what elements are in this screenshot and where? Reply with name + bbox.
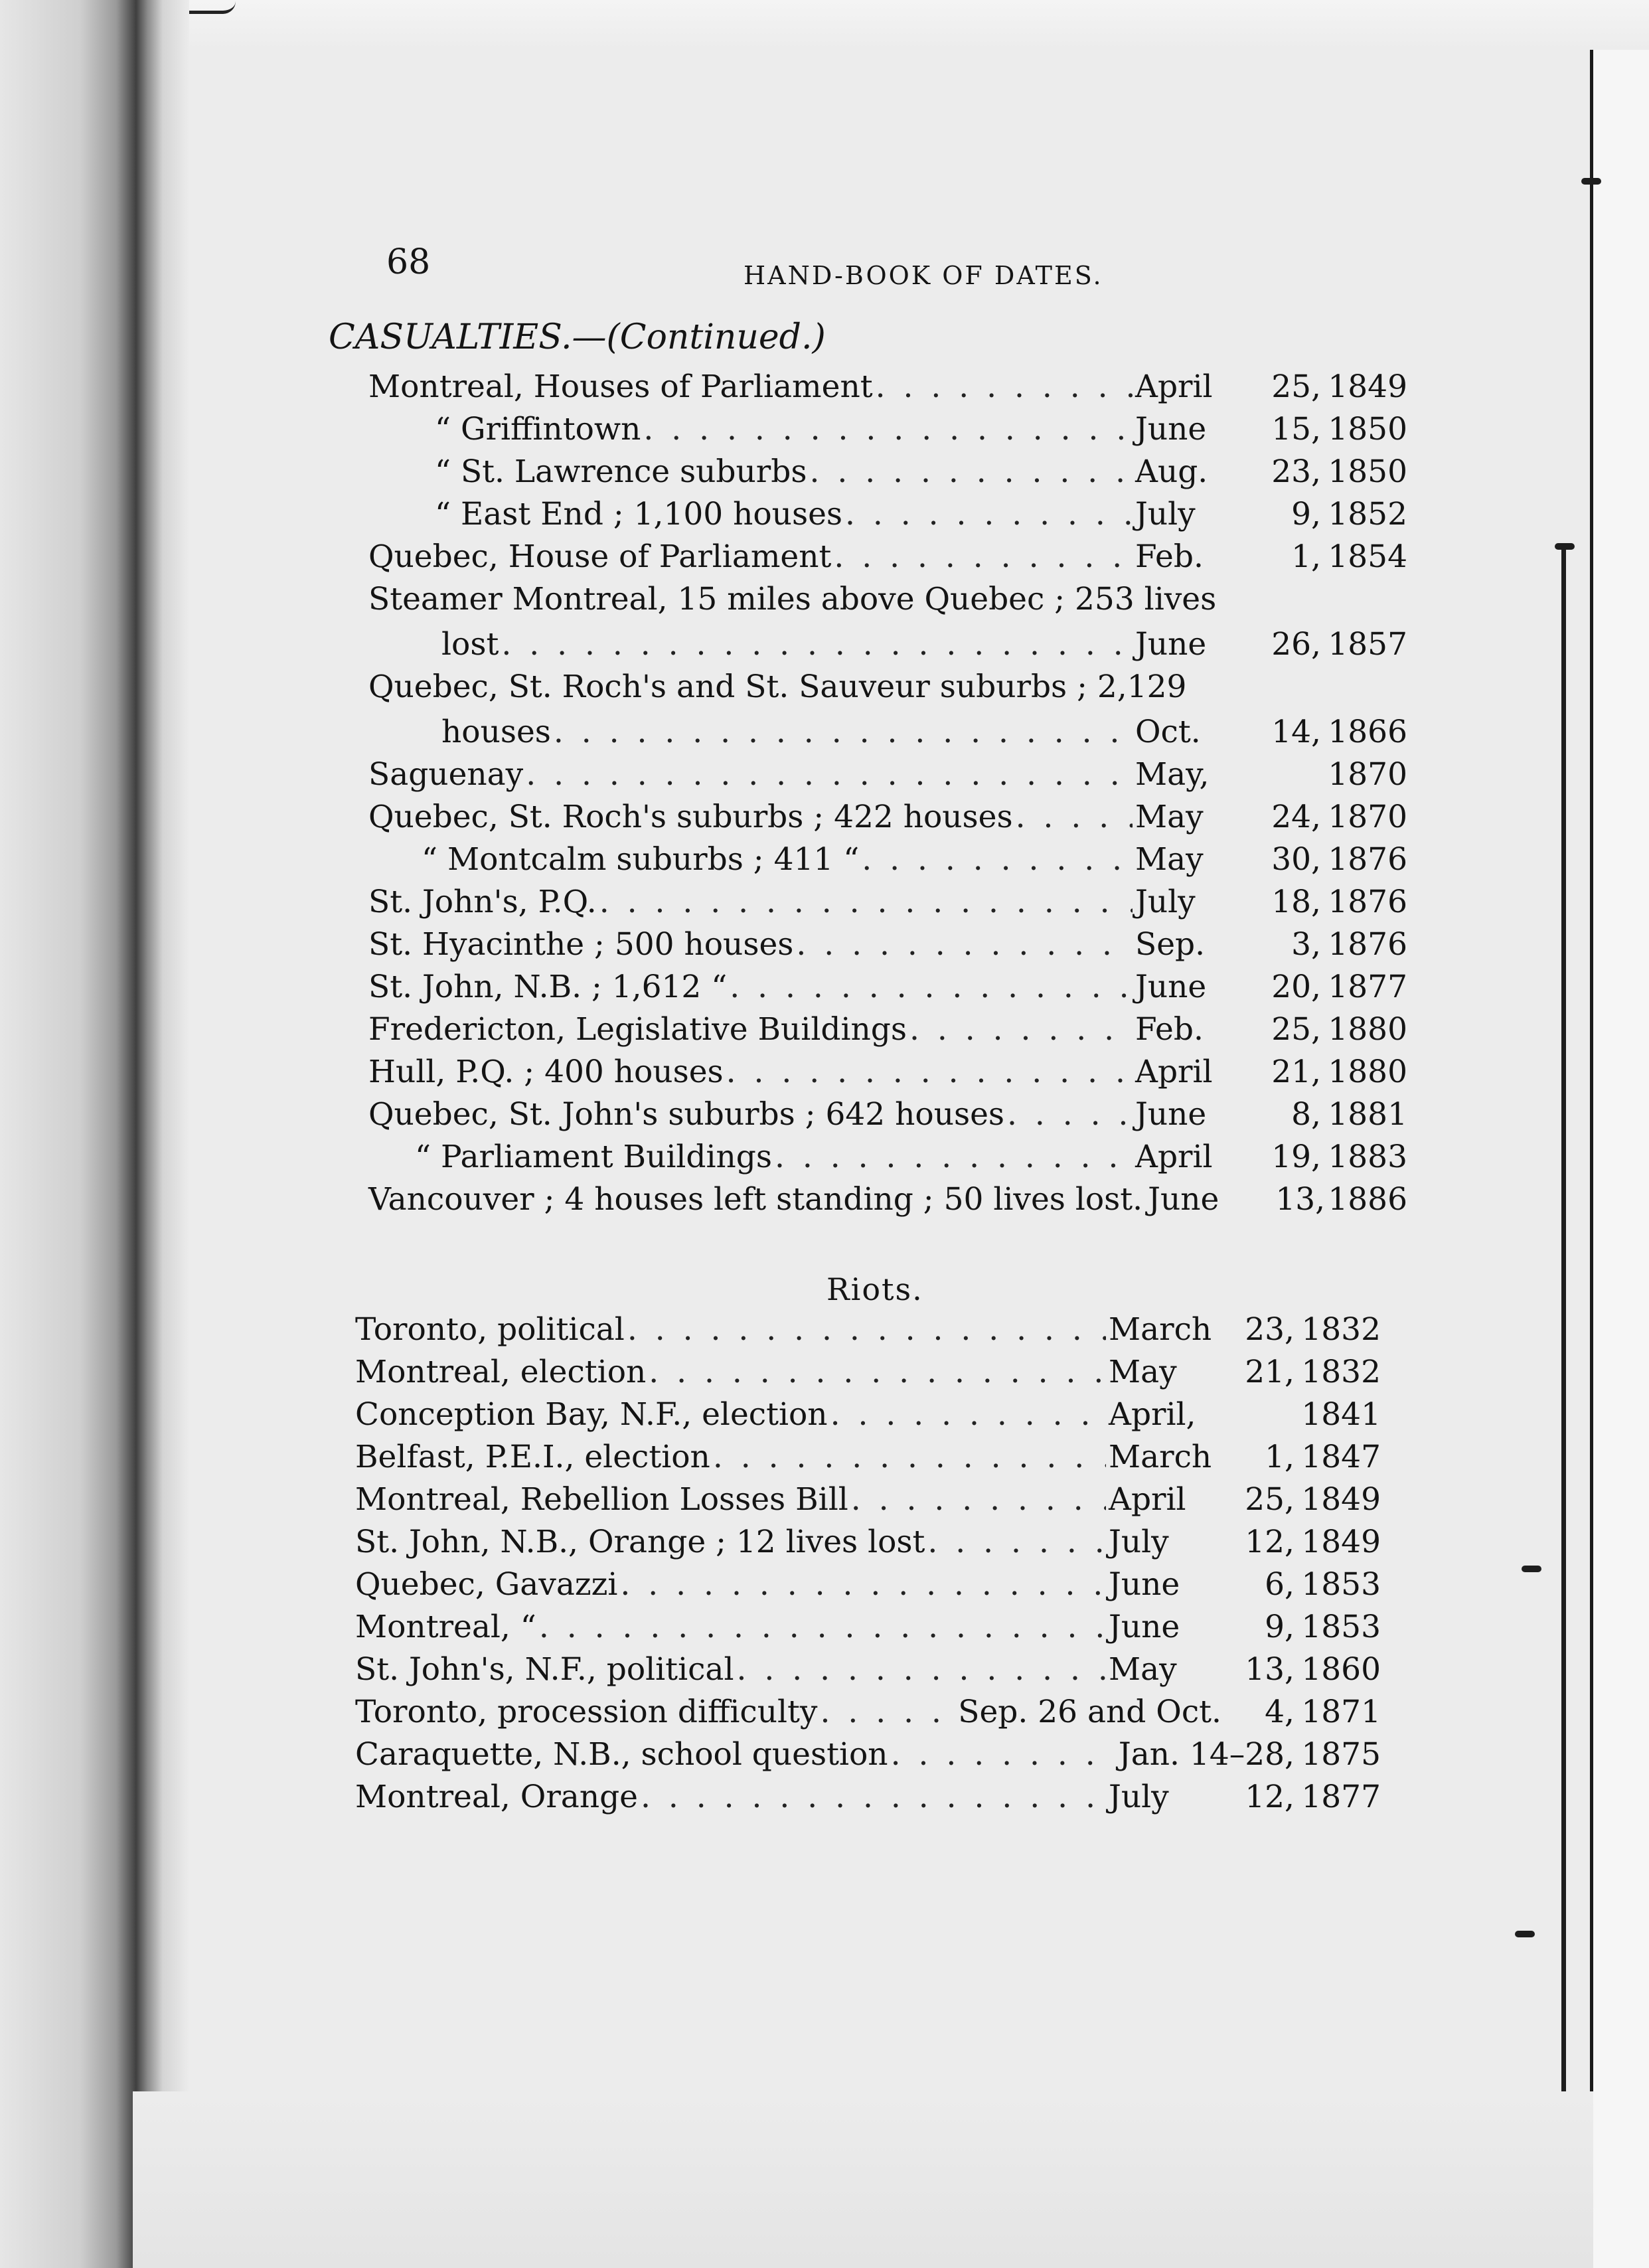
entry-year: 1886 (1328, 1181, 1407, 1218)
entry-month: July (1109, 1524, 1169, 1560)
page-fold-line (1561, 544, 1566, 2164)
list-item (355, 1779, 1381, 1815)
list-item (355, 1566, 1381, 1603)
entry-day: 21, (1245, 1354, 1295, 1390)
leader-dots (891, 1736, 1116, 1773)
leader-dots (834, 538, 1133, 575)
entry-year: 1877 (1328, 969, 1407, 1005)
entry-month: July (1135, 496, 1196, 532)
entry-month: July (1109, 1779, 1169, 1815)
entry-year: 1854 (1328, 538, 1407, 575)
list-item (368, 884, 1407, 920)
entry-day: 3, (1291, 926, 1321, 963)
entry-month: May (1109, 1651, 1177, 1688)
book-binding-shadow (0, 0, 189, 2268)
entry-month: March (1109, 1439, 1212, 1475)
entry-month: July (1135, 884, 1196, 920)
entry-month: May (1135, 841, 1204, 878)
entry-year: 1881 (1328, 1096, 1407, 1133)
entry-place: Quebec, Gavazzi (355, 1566, 618, 1603)
entry-place: “ East End ; 1,100 houses (435, 496, 843, 532)
entry-year: 1870 (1328, 756, 1407, 793)
list-item (368, 1054, 1407, 1090)
entry-month: March (1109, 1311, 1212, 1348)
entry-place: St. John, N.B. ; 1,612 “ (368, 969, 728, 1005)
entry-year: 1876 (1328, 926, 1407, 963)
entry-month: June (1135, 411, 1207, 447)
leader-dots (539, 1609, 1106, 1645)
entry-place: Hull, P.Q. ; 400 houses (368, 1054, 724, 1090)
entry-place: “ Montcalm suburbs ; 411 “ (422, 841, 860, 878)
leader-dots (730, 969, 1133, 1005)
list-item (355, 1439, 1381, 1475)
entry-day: 15, (1271, 411, 1321, 447)
list-item (368, 1011, 1407, 1048)
list-item (355, 1694, 1381, 1730)
leader-dots (845, 496, 1133, 532)
entry-year: 1853 (1301, 1609, 1381, 1645)
entry-place: St. John's, N.F., political (355, 1651, 734, 1688)
entry-month: May, (1135, 756, 1210, 793)
entry-place: Montreal, “ (355, 1609, 536, 1645)
entry-year: 1883 (1328, 1139, 1407, 1175)
entry-year: 1847 (1301, 1439, 1381, 1475)
leader-dots (1016, 799, 1133, 835)
leader-dots (599, 884, 1133, 920)
entry-year: 1880 (1328, 1054, 1407, 1090)
leader-dots (775, 1139, 1133, 1175)
entry-month: April (1109, 1481, 1186, 1518)
entry-place: “ Parliament Buildings (415, 1139, 772, 1175)
entry-place: St. John's, P.Q. (368, 884, 597, 920)
entry-year: 1849 (1301, 1524, 1381, 1560)
entry-day: 8, (1291, 1096, 1321, 1133)
entry-month: May (1109, 1354, 1177, 1390)
entry-day: 23, (1271, 453, 1321, 490)
list-item (355, 1311, 1381, 1348)
entry-day: 18, (1271, 884, 1321, 920)
entry-day: 12, (1245, 1779, 1295, 1815)
entry-year: 1866 (1328, 714, 1407, 750)
entry-day: 4, (1265, 1694, 1295, 1730)
entry-day: 24, (1271, 799, 1321, 835)
leader-dots (876, 368, 1133, 405)
leader-dots (862, 841, 1133, 878)
entry-day: 25, (1271, 368, 1321, 405)
list-item (368, 496, 1407, 532)
entry-place: Montreal, election (355, 1354, 647, 1390)
list-item (368, 841, 1407, 878)
entry-month: April, (1109, 1396, 1196, 1433)
entry-day: 23, (1245, 1311, 1295, 1348)
entry-month: June (1135, 969, 1207, 1005)
leader-dots (820, 1694, 955, 1730)
fold-notch (1515, 1931, 1535, 1937)
entry-month: April (1135, 1054, 1213, 1090)
entry-day: 26, (1271, 626, 1321, 663)
leader-dots (713, 1439, 1106, 1475)
entry-year: 1849 (1328, 368, 1407, 405)
list-item (368, 1181, 1407, 1218)
entry-place: Toronto, procession difficulty (355, 1694, 818, 1730)
entry-month: Aug. (1135, 453, 1208, 490)
entry-day: 13, (1245, 1651, 1295, 1688)
entry-place: Quebec, House of Parliament (368, 538, 832, 575)
list-item (368, 969, 1407, 1005)
entry-year: 1857 (1328, 626, 1407, 663)
list-item (368, 1139, 1407, 1175)
entry-month: Oct. (1135, 714, 1201, 750)
list-item (368, 411, 1407, 447)
section-heading: CASUALTIES.—(Continued.) (329, 317, 826, 357)
entry-place: Fredericton, Legislative Buildings (368, 1011, 907, 1048)
entry-place: Vancouver ; 4 houses left standing ; 50 lives lost. (368, 1181, 1143, 1218)
list-item (368, 799, 1407, 835)
leader-dots (736, 1651, 1106, 1688)
leader-dots (1007, 1096, 1133, 1133)
entry-month: June (1135, 1096, 1207, 1133)
list-item (355, 1651, 1381, 1688)
leader-dots (501, 626, 1133, 663)
entry-place-first-line: Steamer Montreal, 15 miles above Quebec ; 253 lives (368, 581, 1217, 617)
entry-place: Saguenay (368, 756, 524, 793)
entry-month: April (1135, 1139, 1213, 1175)
page-number: 68 (386, 242, 431, 282)
list-item (368, 368, 1407, 405)
entry-year: 1850 (1328, 453, 1407, 490)
leader-dots (641, 1779, 1106, 1815)
entry-day: 12, (1245, 1524, 1295, 1560)
leader-dots (909, 1011, 1133, 1048)
list-item (368, 538, 1407, 575)
entry-day: 6, (1265, 1566, 1295, 1603)
leader-dots (809, 453, 1133, 490)
entry-place: lost (441, 626, 499, 663)
entry-place: Montreal, Orange (355, 1779, 638, 1815)
leader-dots (649, 1354, 1106, 1390)
entry-month: Feb. (1135, 538, 1204, 575)
list-item (355, 1524, 1381, 1560)
entry-day: 19, (1271, 1139, 1321, 1175)
entry-year: 1875 (1301, 1736, 1381, 1773)
entry-day: 21, (1271, 1054, 1321, 1090)
list-item (355, 1354, 1381, 1390)
entry-month: Sep. (1135, 926, 1206, 963)
entry-year: 1860 (1301, 1651, 1381, 1688)
entry-day: 25, (1271, 1011, 1321, 1048)
entry-year: 1832 (1301, 1354, 1381, 1390)
entry-place: Montreal, Rebellion Losses Bill (355, 1481, 848, 1518)
list-item (368, 756, 1407, 793)
entry-year: 1871 (1301, 1694, 1381, 1730)
entry-year: 1849 (1301, 1481, 1381, 1518)
list-item (355, 1396, 1381, 1433)
list-item (355, 1609, 1381, 1645)
list-item (355, 1736, 1381, 1773)
leader-dots (796, 926, 1133, 963)
list-item (368, 453, 1407, 490)
entry-month: June (1109, 1566, 1180, 1603)
leader-dots (627, 1311, 1106, 1348)
entry-day: 20, (1271, 969, 1321, 1005)
entry-place: “ St. Lawrence suburbs (435, 453, 807, 490)
entry-place: Quebec, St. John's suburbs ; 642 houses (368, 1096, 1005, 1133)
page-top-edge (189, 0, 1649, 50)
leader-dots (851, 1481, 1106, 1518)
entry-day: 9, (1265, 1609, 1295, 1645)
entry-place: St. Hyacinthe ; 500 houses (368, 926, 794, 963)
entry-day: 13, (1275, 1181, 1326, 1218)
entry-year: 1877 (1301, 1779, 1381, 1815)
list-item (355, 1481, 1381, 1518)
entry-year: 1880 (1328, 1011, 1407, 1048)
entry-year: 1850 (1328, 411, 1407, 447)
entry-place: houses (441, 714, 551, 750)
list-item (368, 1096, 1407, 1133)
leader-dots (830, 1396, 1106, 1433)
entry-month: Sep. 26 and Oct. (958, 1694, 1221, 1730)
fold-notch (1522, 1566, 1541, 1572)
entry-month: Feb. (1135, 1011, 1204, 1048)
entry-place: Montreal, Houses of Parliament (368, 368, 873, 405)
entry-year: 1876 (1328, 884, 1407, 920)
entry-month: June (1109, 1609, 1180, 1645)
entry-day: 9, (1291, 496, 1321, 532)
running-head: HAND-BOOK OF DATES. (744, 261, 1103, 290)
entry-day: 1, (1291, 538, 1321, 575)
entry-year: 1870 (1328, 799, 1407, 835)
entry-place-first-line: Quebec, St. Roch's and St. Sauveur suburbs ; 2,129 (368, 669, 1187, 705)
fold-notch (1581, 178, 1601, 185)
leader-dots (526, 756, 1133, 793)
entry-place: Belfast, P.E.I., election (355, 1439, 710, 1475)
entry-day: 14, (1271, 714, 1321, 750)
entry-place: St. John, N.B., Orange ; 12 lives lost (355, 1524, 925, 1560)
list-item (368, 926, 1407, 963)
entry-month: May (1135, 799, 1204, 835)
entry-place: Toronto, political (355, 1311, 625, 1348)
section-heading-riots: Riots. (826, 1271, 923, 1307)
entry-month: April (1135, 368, 1213, 405)
entry-place: Quebec, St. Roch's suburbs ; 422 houses (368, 799, 1013, 835)
leader-dots (927, 1524, 1106, 1560)
entry-month: Jan. 14–28, (1118, 1736, 1295, 1773)
leader-dots (726, 1054, 1133, 1090)
leader-dots (554, 714, 1133, 750)
entry-month: June (1148, 1181, 1219, 1218)
entry-year: 1832 (1301, 1311, 1381, 1348)
page-bottom (133, 2091, 1593, 2268)
list-item (368, 581, 1407, 663)
entry-day: 1, (1265, 1439, 1295, 1475)
binding-mark (189, 1, 236, 14)
entry-year: 1841 (1301, 1396, 1381, 1433)
list-item (368, 669, 1407, 750)
entry-place: Caraquette, N.B., school question (355, 1736, 888, 1773)
entry-month: June (1135, 626, 1207, 663)
entry-day: 30, (1271, 841, 1321, 878)
entry-year: 1853 (1301, 1566, 1381, 1603)
entry-day: 25, (1245, 1481, 1295, 1518)
entry-year: 1876 (1328, 841, 1407, 878)
leader-dots (620, 1566, 1106, 1603)
next-page-edge (1590, 50, 1649, 2268)
entry-place: “ Griffintown (435, 411, 641, 447)
leader-dots (643, 411, 1133, 447)
entry-place: Conception Bay, N.F., election (355, 1396, 828, 1433)
entry-year: 1852 (1328, 496, 1407, 532)
fold-notch (1555, 543, 1575, 550)
